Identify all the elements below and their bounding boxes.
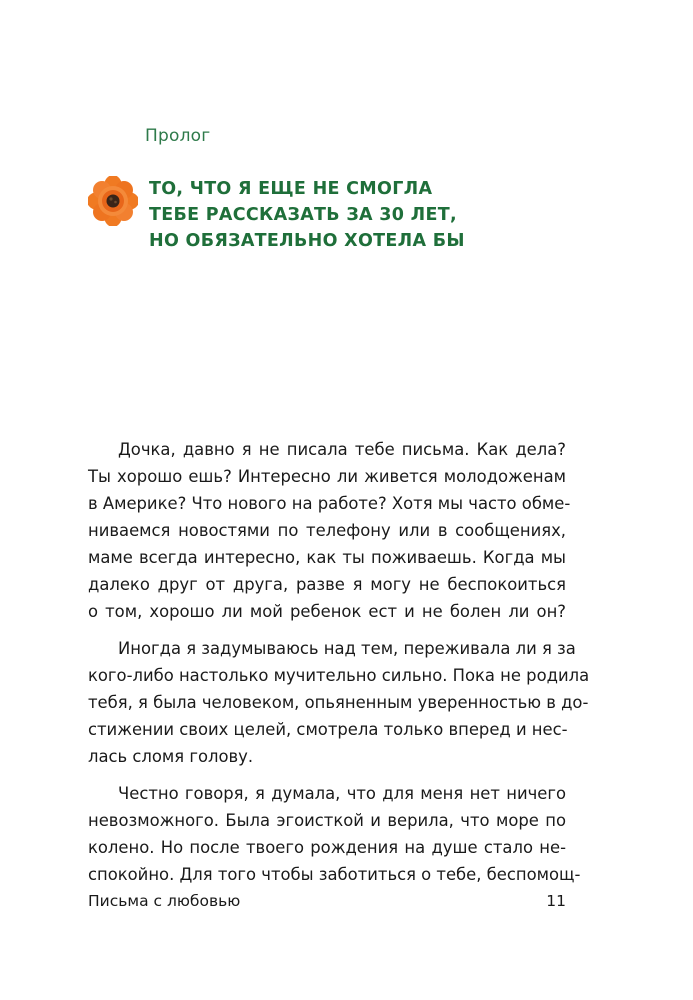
text-line: колено. Но после твоего рождения на душе стало не- xyxy=(88,838,566,857)
text-line: кого-либо настолько мучительно сильно. Пока не родила xyxy=(88,666,590,685)
flower-icon xyxy=(88,176,138,226)
chapter-title-line: НО ОБЯЗАТЕЛЬНО ХОТЕЛА БЫ xyxy=(149,231,465,251)
paragraph xyxy=(88,635,590,770)
paragraph xyxy=(88,780,581,888)
paragraph xyxy=(88,436,571,625)
chapter-title xyxy=(149,176,465,254)
text-line: в Америке? Что нового на работе? Хотя мы часто обме- xyxy=(88,494,571,513)
text-line: Ты хорошо ешь? Интересно ли живется молодоженам xyxy=(88,467,566,486)
text-line: лась сломя голову. xyxy=(88,747,254,766)
text-line: невозможного. Была эгоисткой и верила, что море по xyxy=(88,811,566,830)
text-line: спокойно. Для того чтобы заботиться о тебе, беспомощ- xyxy=(88,865,581,884)
body-text xyxy=(88,436,590,898)
text-line: о том, хорошо ли мой ребенок ест и не болен ли он? xyxy=(88,602,566,621)
text-line: Иногда я задумываюсь над тем, переживала ли я за xyxy=(118,639,576,658)
text-line: стижении своих целей, смотрела только вперед и нес- xyxy=(88,720,568,739)
text-line: маме всегда интересно, как ты поживаешь. Когда мы xyxy=(88,548,566,567)
chapter-label: Пролог xyxy=(145,126,211,146)
text-line: Дочка, давно я не писала тебе письма. Как дела? xyxy=(118,440,566,459)
text-line: ниваемся новостями по телефону или в сообщениях, xyxy=(88,521,566,540)
page-number: 11 xyxy=(546,892,566,910)
chapter-title-line: ТЕБЕ РАССКАЗАТЬ ЗА 30 ЛЕТ, xyxy=(149,205,457,225)
text-line: далеко друг от друга, разве я могу не беспокоиться xyxy=(88,575,566,594)
chapter-title-line: ТО, ЧТО Я ЕЩЕ НЕ СМОГЛА xyxy=(149,179,433,199)
flower-center xyxy=(107,195,120,208)
footer-book-title: Письма с любовью xyxy=(88,892,241,910)
text-line: Честно говоря, я думала, что для меня нет ничего xyxy=(118,784,566,803)
text-line: тебя, я была человеком, опьяненным уверенностью в до- xyxy=(88,693,589,712)
